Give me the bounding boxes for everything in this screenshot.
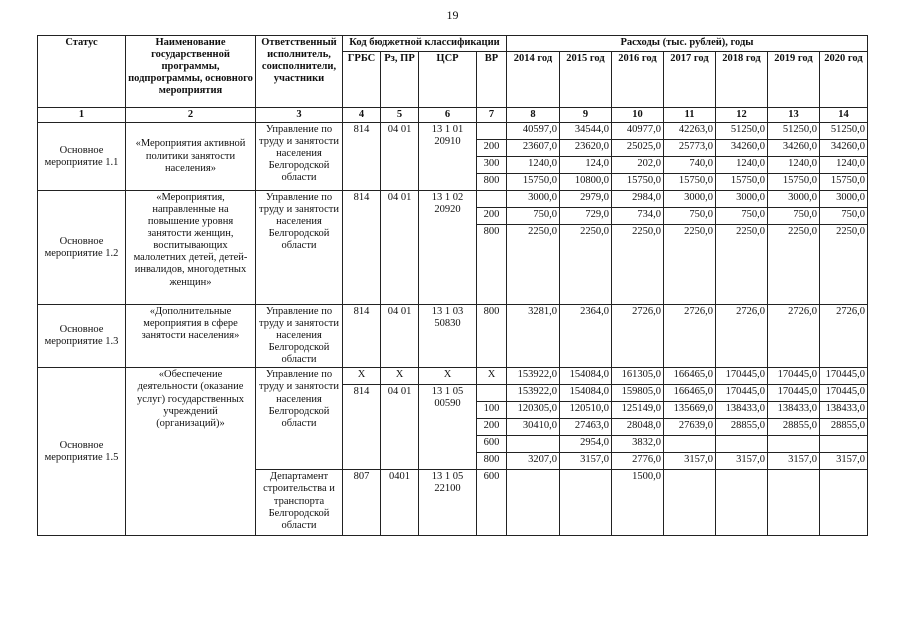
status-cell: Основное мероприятие 1.1 <box>38 123 126 191</box>
column-number: 7 <box>477 108 507 123</box>
expense-cell: 154084,0 <box>560 368 612 385</box>
expense-cell: 3000,0 <box>768 191 820 208</box>
table-row <box>38 191 868 208</box>
expense-cell: 27639,0 <box>664 419 716 436</box>
column-number: 3 <box>256 108 343 123</box>
table-row <box>38 123 868 140</box>
csr-cell: 13 1 02 20920 <box>419 191 477 305</box>
vr-cell: 800 <box>477 305 507 368</box>
expense-cell: 153922,0 <box>507 368 560 385</box>
expense-cell: 3207,0 <box>507 453 560 470</box>
expense-cell: 750,0 <box>768 208 820 225</box>
expense-cell <box>820 436 868 453</box>
expense-cell: 138433,0 <box>820 402 868 419</box>
expense-cell: 750,0 <box>664 208 716 225</box>
column-number: 4 <box>343 108 381 123</box>
expense-cell: 28855,0 <box>716 419 768 436</box>
expense-cell: 750,0 <box>820 208 868 225</box>
expense-cell: 2250,0 <box>560 225 612 305</box>
expense-cell: 3157,0 <box>820 453 868 470</box>
expense-cell: 2250,0 <box>664 225 716 305</box>
activity-name-cell: «Мероприятия активной политики занятости населения» <box>126 123 256 191</box>
column-number: 1 <box>38 108 126 123</box>
expense-cell: 2250,0 <box>507 225 560 305</box>
table-row <box>38 305 868 368</box>
expense-cell: 2250,0 <box>820 225 868 305</box>
vr-cell: X <box>477 368 507 385</box>
expense-cell: 1240,0 <box>768 157 820 174</box>
expense-cell: 34260,0 <box>768 140 820 157</box>
expense-cell: 28855,0 <box>820 419 868 436</box>
grbs-cell: 814 <box>343 123 381 191</box>
csr-cell: 13 1 01 20910 <box>419 123 477 191</box>
expense-cell: 2979,0 <box>560 191 612 208</box>
expense-cell: 28855,0 <box>768 419 820 436</box>
vr-cell: 600 <box>477 470 507 536</box>
expense-cell <box>768 470 820 536</box>
grbs-cell: 807 <box>343 470 381 536</box>
expense-cell: 138433,0 <box>716 402 768 419</box>
expense-cell: 42263,0 <box>664 123 716 140</box>
page-number: 19 <box>446 8 459 22</box>
expense-cell: 2250,0 <box>716 225 768 305</box>
expense-cell <box>664 436 716 453</box>
expense-cell: 51250,0 <box>820 123 868 140</box>
column-number: 11 <box>664 108 716 123</box>
expense-cell: 51250,0 <box>768 123 820 140</box>
expense-cell <box>507 436 560 453</box>
expense-cell: 1500,0 <box>612 470 664 536</box>
expense-cell: 2954,0 <box>560 436 612 453</box>
expense-cell: 3157,0 <box>716 453 768 470</box>
expense-cell: 15750,0 <box>664 174 716 191</box>
expense-cell: 161305,0 <box>612 368 664 385</box>
activity-name-cell: «Мероприятия, направленные на повышение уровня занятости женщин, воспитывающих малолетних детей, детей-инвалидов, многодетных женщин» <box>126 191 256 305</box>
budget-table <box>37 35 868 536</box>
expense-cell <box>716 436 768 453</box>
grbs-cell: 814 <box>343 385 381 470</box>
expense-cell: 3000,0 <box>820 191 868 208</box>
header-year: 2017 год <box>664 52 716 108</box>
expense-cell: 15750,0 <box>820 174 868 191</box>
column-number: 5 <box>381 108 419 123</box>
rzpr-cell: 04 01 <box>381 123 419 191</box>
expense-cell: 729,0 <box>560 208 612 225</box>
vr-cell: 800 <box>477 225 507 305</box>
table-row <box>38 368 868 385</box>
expense-cell: 170445,0 <box>768 385 820 402</box>
expense-cell: 153922,0 <box>507 385 560 402</box>
column-number: 14 <box>820 108 868 123</box>
expense-cell: 40597,0 <box>507 123 560 140</box>
status-cell: Основное мероприятие 1.3 <box>38 305 126 368</box>
expense-cell: 51250,0 <box>716 123 768 140</box>
vr-cell: 800 <box>477 453 507 470</box>
column-number: 13 <box>768 108 820 123</box>
grbs-cell: 814 <box>343 305 381 368</box>
expense-cell: 2364,0 <box>560 305 612 368</box>
expense-cell: 25773,0 <box>664 140 716 157</box>
expense-cell: 23620,0 <box>560 140 612 157</box>
vr-cell <box>477 191 507 208</box>
expense-cell: 734,0 <box>612 208 664 225</box>
vr-cell: 100 <box>477 402 507 419</box>
expense-cell: 170445,0 <box>768 368 820 385</box>
status-cell: Основное мероприятие 1.2 <box>38 191 126 305</box>
expense-cell: 135669,0 <box>664 402 716 419</box>
executor-cell: Управление по труду и занятости населения Белгородской области <box>256 123 343 191</box>
vr-cell <box>477 385 507 402</box>
executor-cell: Управление по труду и занятости населения Белгородской области <box>256 305 343 368</box>
expense-cell: 159805,0 <box>612 385 664 402</box>
activity-name-cell: «Дополнительные мероприятия в сфере занятости населения» <box>126 305 256 368</box>
expense-cell: 34544,0 <box>560 123 612 140</box>
expense-cell: 2250,0 <box>768 225 820 305</box>
header-rzpr: Рз, ПР <box>381 52 419 108</box>
rzpr-cell: X <box>381 368 419 385</box>
rzpr-cell: 04 01 <box>381 305 419 368</box>
executor-cell: Управление по труду и занятости населения Белгородской области <box>256 368 343 470</box>
expense-cell: 27463,0 <box>560 419 612 436</box>
expense-cell: 2726,0 <box>820 305 868 368</box>
expense-cell: 1240,0 <box>820 157 868 174</box>
expense-cell <box>664 470 716 536</box>
expense-cell: 34260,0 <box>820 140 868 157</box>
expense-cell: 154084,0 <box>560 385 612 402</box>
csr-cell: X <box>419 368 477 385</box>
vr-cell: 300 <box>477 157 507 174</box>
column-number: 6 <box>419 108 477 123</box>
column-number: 9 <box>560 108 612 123</box>
expense-cell: 138433,0 <box>768 402 820 419</box>
expense-cell: 170445,0 <box>716 368 768 385</box>
column-number: 2 <box>126 108 256 123</box>
expense-cell: 750,0 <box>507 208 560 225</box>
expense-cell: 2726,0 <box>664 305 716 368</box>
header-code-group: Код бюджетной классификации <box>343 36 507 52</box>
header-csr: ЦСР <box>419 52 477 108</box>
expense-cell: 2250,0 <box>612 225 664 305</box>
expense-cell: 3157,0 <box>560 453 612 470</box>
vr-cell <box>477 123 507 140</box>
expense-cell: 15750,0 <box>612 174 664 191</box>
column-number: 10 <box>612 108 664 123</box>
expense-cell: 2726,0 <box>768 305 820 368</box>
expense-cell <box>716 470 768 536</box>
csr-cell: 13 1 03 50830 <box>419 305 477 368</box>
expense-cell: 202,0 <box>612 157 664 174</box>
header-executor: Ответственный исполнитель, соисполнители, участники <box>256 36 343 108</box>
header-year: 2019 год <box>768 52 820 108</box>
expense-cell <box>820 470 868 536</box>
grbs-cell: 814 <box>343 191 381 305</box>
expense-cell: 750,0 <box>716 208 768 225</box>
header-expenses-group: Расходы (тыс. рублей), годы <box>507 36 868 52</box>
csr-cell: 13 1 05 22100 <box>419 470 477 536</box>
expense-cell: 740,0 <box>664 157 716 174</box>
header-grbs: ГРБС <box>343 52 381 108</box>
expense-cell: 1240,0 <box>716 157 768 174</box>
vr-cell: 200 <box>477 419 507 436</box>
expense-cell <box>560 470 612 536</box>
expense-cell: 34260,0 <box>716 140 768 157</box>
vr-cell: 800 <box>477 174 507 191</box>
expense-cell: 166465,0 <box>664 385 716 402</box>
expense-cell: 30410,0 <box>507 419 560 436</box>
header-status: Статус <box>38 36 126 108</box>
expense-cell <box>507 470 560 536</box>
vr-cell: 200 <box>477 140 507 157</box>
column-number: 12 <box>716 108 768 123</box>
grbs-cell: X <box>343 368 381 385</box>
expense-cell: 170445,0 <box>820 385 868 402</box>
expense-cell: 25025,0 <box>612 140 664 157</box>
rzpr-cell: 0401 <box>381 470 419 536</box>
expense-cell: 10800,0 <box>560 174 612 191</box>
executor-cell: Управление по труду и занятости населения Белгородской области <box>256 191 343 305</box>
expense-cell: 3832,0 <box>612 436 664 453</box>
status-cell: Основное мероприятие 1.5 <box>38 368 126 536</box>
header-name: Наименование государственной программы, подпрограммы, основного мероприятия <box>126 36 256 108</box>
expense-cell: 2984,0 <box>612 191 664 208</box>
header-year: 2018 год <box>716 52 768 108</box>
header-year: 2014 год <box>507 52 560 108</box>
column-number: 8 <box>507 108 560 123</box>
column-number-row <box>38 108 868 123</box>
expense-cell: 120510,0 <box>560 402 612 419</box>
rzpr-cell: 04 01 <box>381 191 419 305</box>
expense-cell: 40977,0 <box>612 123 664 140</box>
expense-cell: 3000,0 <box>507 191 560 208</box>
expense-cell: 120305,0 <box>507 402 560 419</box>
expense-cell: 15750,0 <box>716 174 768 191</box>
expense-cell: 3000,0 <box>716 191 768 208</box>
expense-cell: 2726,0 <box>716 305 768 368</box>
vr-cell: 600 <box>477 436 507 453</box>
expense-cell: 23607,0 <box>507 140 560 157</box>
expense-cell: 166465,0 <box>664 368 716 385</box>
expense-cell: 170445,0 <box>820 368 868 385</box>
executor-cell: Департамент строительства и транспорта Белгородской области <box>256 470 343 536</box>
activity-name-cell: «Обеспечение деятельности (оказание услуг) государственных учреждений (организаций)» <box>126 368 256 536</box>
vr-cell: 200 <box>477 208 507 225</box>
expense-cell: 28048,0 <box>612 419 664 436</box>
header-year: 2020 год <box>820 52 868 108</box>
expense-cell: 124,0 <box>560 157 612 174</box>
header-year: 2015 год <box>560 52 612 108</box>
expense-cell: 3157,0 <box>664 453 716 470</box>
expense-cell: 15750,0 <box>507 174 560 191</box>
expense-cell <box>768 436 820 453</box>
header-year: 2016 год <box>612 52 664 108</box>
expense-cell: 125149,0 <box>612 402 664 419</box>
expense-cell: 3000,0 <box>664 191 716 208</box>
expense-cell: 1240,0 <box>507 157 560 174</box>
rzpr-cell: 04 01 <box>381 385 419 470</box>
expense-cell: 15750,0 <box>768 174 820 191</box>
header-vr: ВР <box>477 52 507 108</box>
csr-cell: 13 1 05 00590 <box>419 385 477 470</box>
expense-cell: 3157,0 <box>768 453 820 470</box>
expense-cell: 170445,0 <box>716 385 768 402</box>
expense-cell: 2776,0 <box>612 453 664 470</box>
expense-cell: 3281,0 <box>507 305 560 368</box>
expense-cell: 2726,0 <box>612 305 664 368</box>
